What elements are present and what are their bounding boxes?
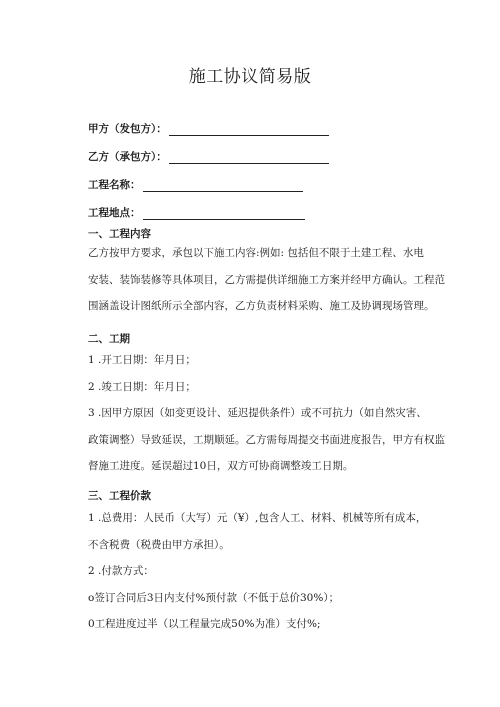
section-1-line: 围涵盖设计图纸所示全部内容，乙方负责材料采购、施工及协调现场管理。 — [88, 300, 435, 312]
section-2-item: 1 .开工日期：年月日； — [88, 354, 196, 366]
party-b-label: 乙方（承包方）： — [88, 151, 167, 163]
project-name-field — [88, 174, 303, 192]
section-3-item: 0工程进度过半（以工程量完成50%为准）支付%; — [88, 618, 321, 630]
section-3-item: 不含税费（税费由甲方承担）。 — [88, 538, 230, 551]
section-2-body — [88, 347, 445, 480]
section-3-body — [88, 505, 438, 638]
project-name-label: 工程名称： — [88, 179, 141, 191]
section-3-heading: 三、工程价款 — [88, 490, 151, 502]
party-a-field — [88, 118, 329, 136]
section-3-item: 1 .总费用：人民币（大写）元（¥）,包含人工、材料、机械等所有成本， — [88, 512, 427, 524]
party-a-blank — [169, 123, 329, 136]
section-1-heading: 一、工程内容 — [88, 228, 151, 240]
project-site-blank — [143, 207, 305, 220]
section-2-heading: 二、工期 — [88, 333, 130, 345]
section-3-item: o签订合同后3日内支付%预付款（不低于总价30%）； — [88, 591, 340, 604]
section-2-item: 督施工进度。延误超过10日，双方可协商调整竣工日期。 — [88, 460, 354, 472]
party-a-label: 甲方（发包方）： — [88, 123, 167, 135]
section-2-item: 3 .因甲方原因（如变更设计、延迟提供条件）或不可抗力（如自然灾害、 — [88, 407, 427, 419]
party-b-blank — [169, 151, 329, 164]
section-2-item: 2 .竣工日期：年月日； — [88, 380, 196, 393]
section-2-item: 政策调整）导致延误，工期顺延。乙方需每周提交书面进度报告，甲方有权监 — [88, 433, 445, 446]
project-name-blank — [143, 179, 303, 192]
project-site-field — [88, 202, 305, 220]
project-site-label: 工程地点： — [88, 207, 141, 219]
section-1-line: 安装、装饰装修等具体项目，乙方需提供详细施工方案并经甲方确认。工程范 — [88, 273, 445, 286]
section-1-line: 乙方按甲方要求，承包以下施工内容:例如: 包括但不限于土建工程、水电 — [88, 247, 424, 259]
section-3-item: 2 .付款方式： — [88, 565, 154, 577]
party-b-field — [88, 146, 329, 164]
section-1-body — [88, 240, 445, 320]
page-title: 施工协议简易版 — [188, 67, 312, 87]
